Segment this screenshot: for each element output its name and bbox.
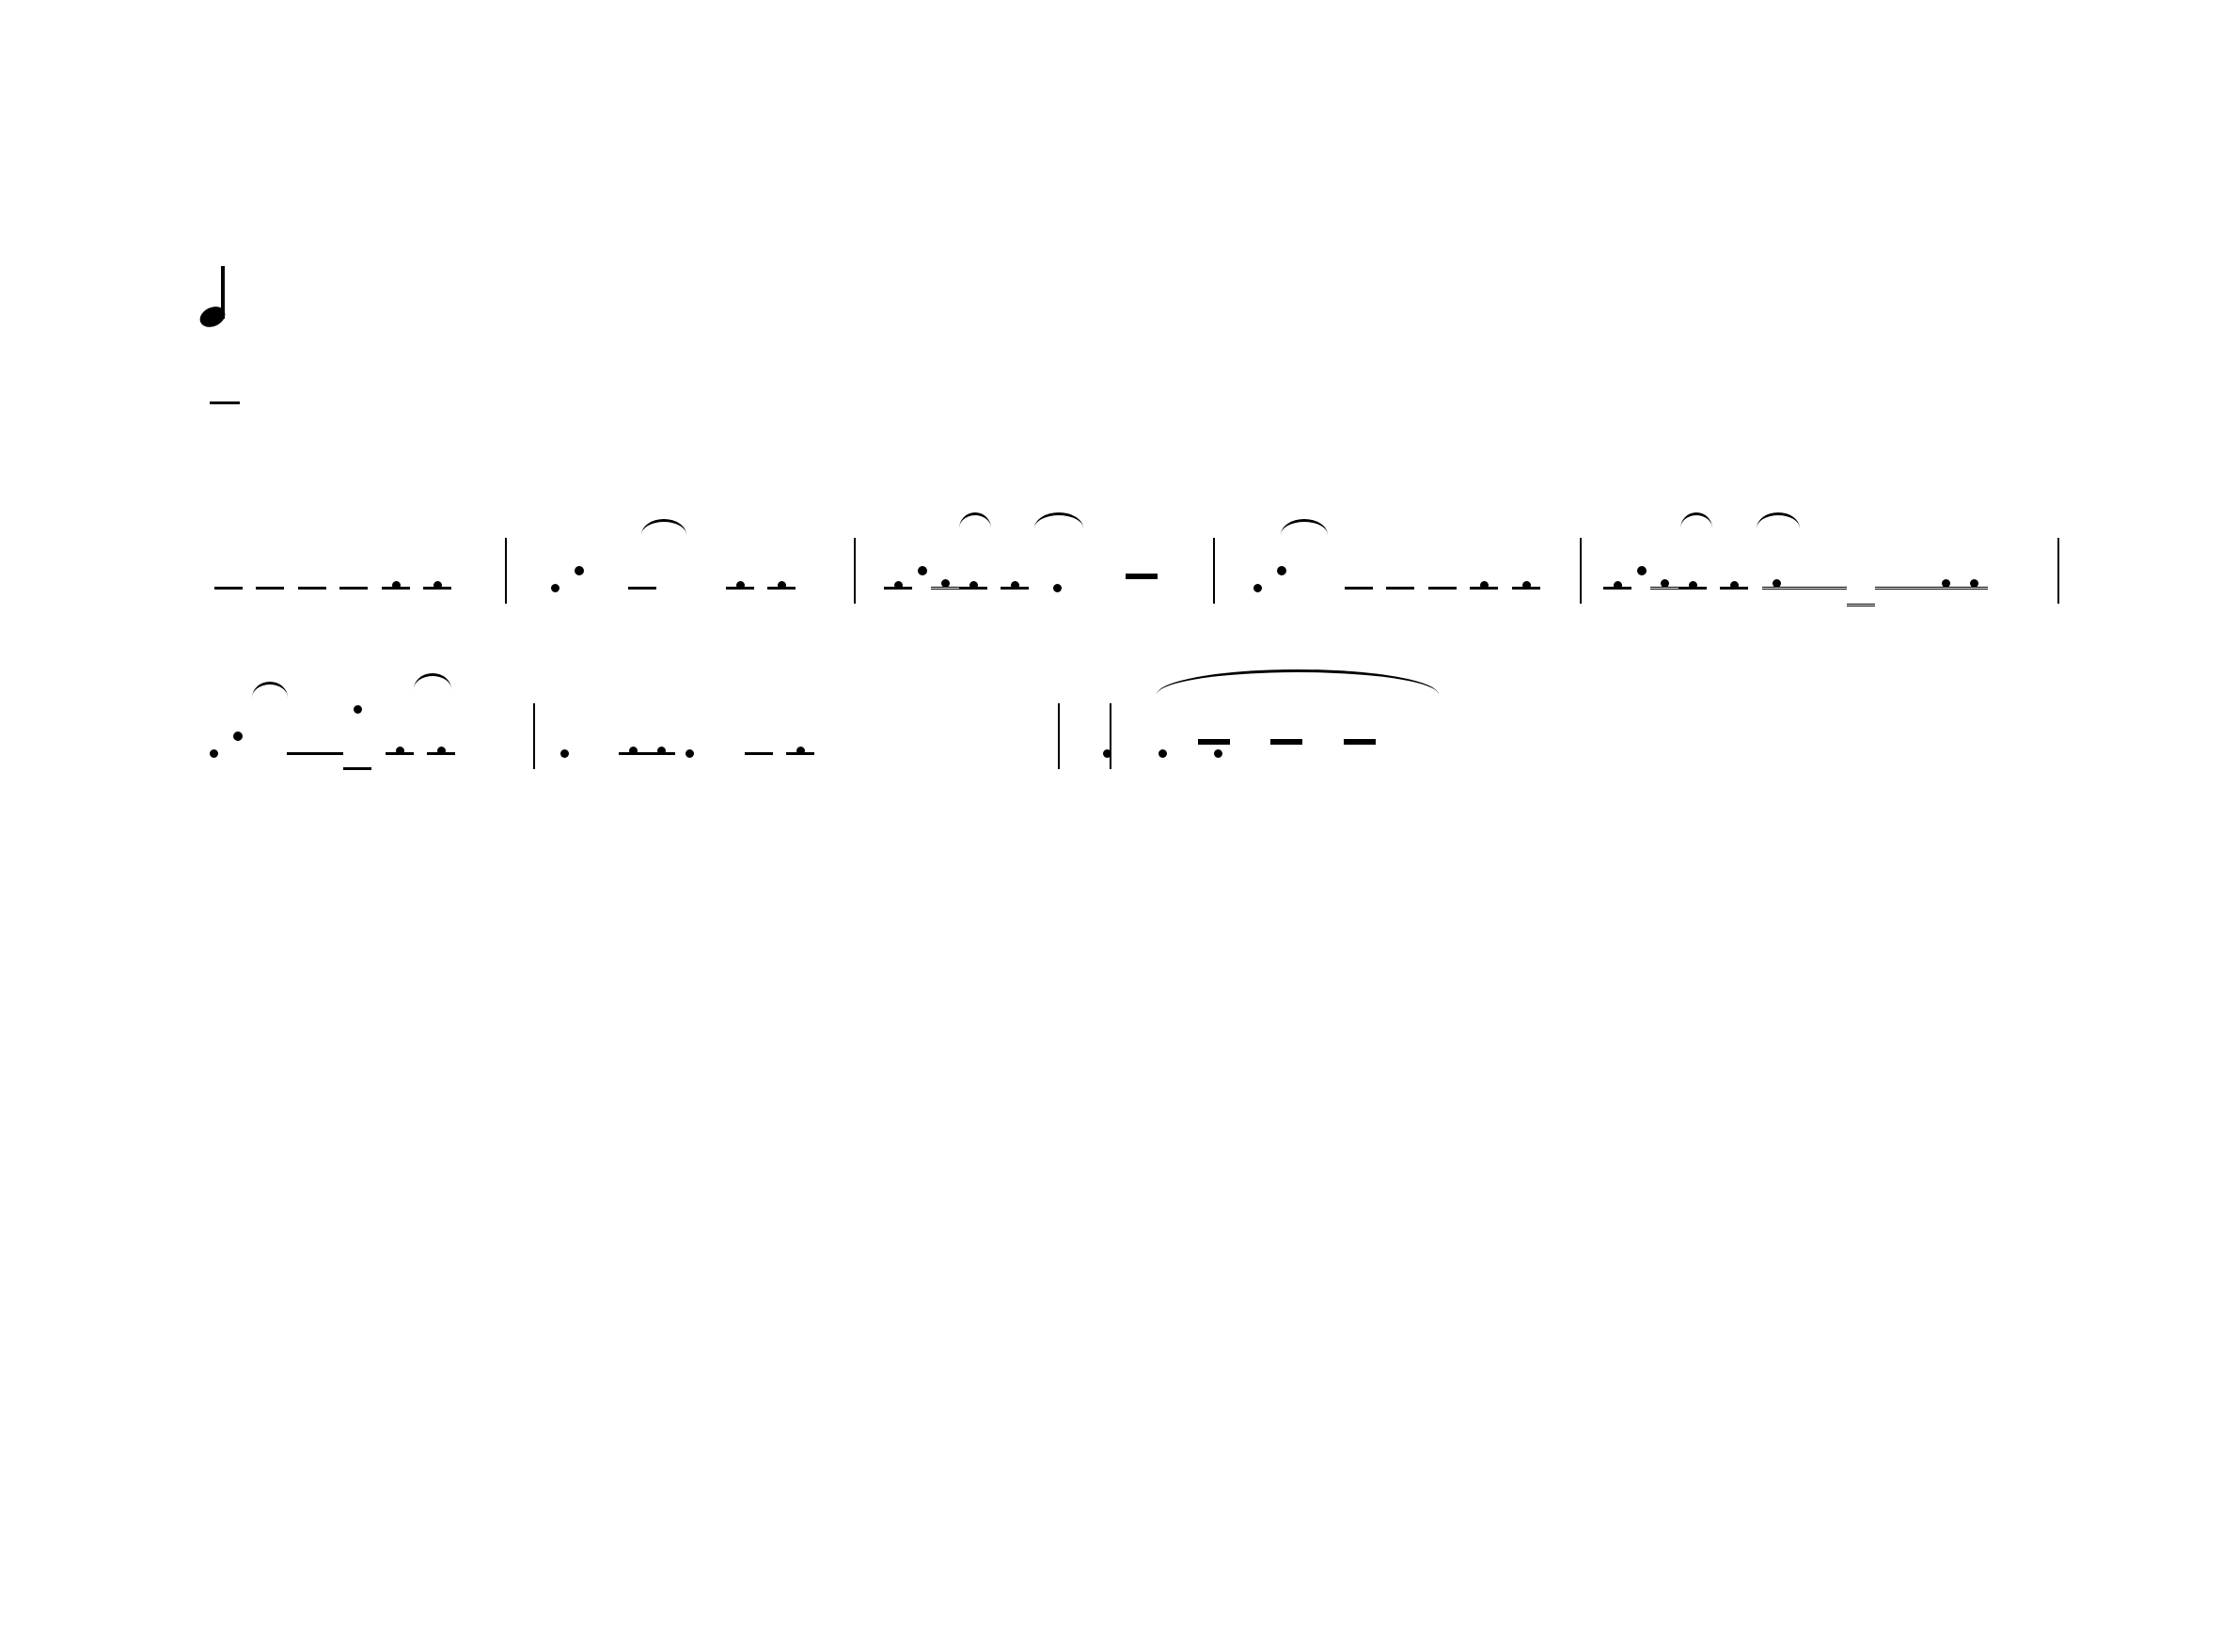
tie <box>1680 512 1712 528</box>
key-signature <box>193 400 240 406</box>
barline <box>1110 703 1111 769</box>
barline <box>1213 538 1215 604</box>
measure <box>1143 711 1376 767</box>
measure <box>1243 545 1540 602</box>
tie <box>959 512 991 528</box>
barline <box>533 703 535 769</box>
tempo-marking <box>197 266 260 328</box>
barline <box>2057 538 2059 604</box>
tie <box>1757 512 1800 528</box>
measure <box>1603 545 1988 602</box>
quarter-note-icon <box>197 266 226 328</box>
measure <box>550 711 814 767</box>
tie <box>414 673 451 689</box>
barline <box>854 538 856 604</box>
barline <box>1580 538 1582 604</box>
barline <box>1058 703 1060 769</box>
measure <box>214 545 451 602</box>
tie <box>1157 669 1439 695</box>
tie <box>252 682 288 698</box>
tie <box>641 519 686 535</box>
measure <box>884 545 1158 602</box>
tie <box>1034 512 1083 528</box>
time-signature <box>210 400 240 406</box>
measure <box>541 545 796 602</box>
measure <box>199 711 455 767</box>
barline <box>505 538 507 604</box>
tie <box>1281 519 1328 535</box>
